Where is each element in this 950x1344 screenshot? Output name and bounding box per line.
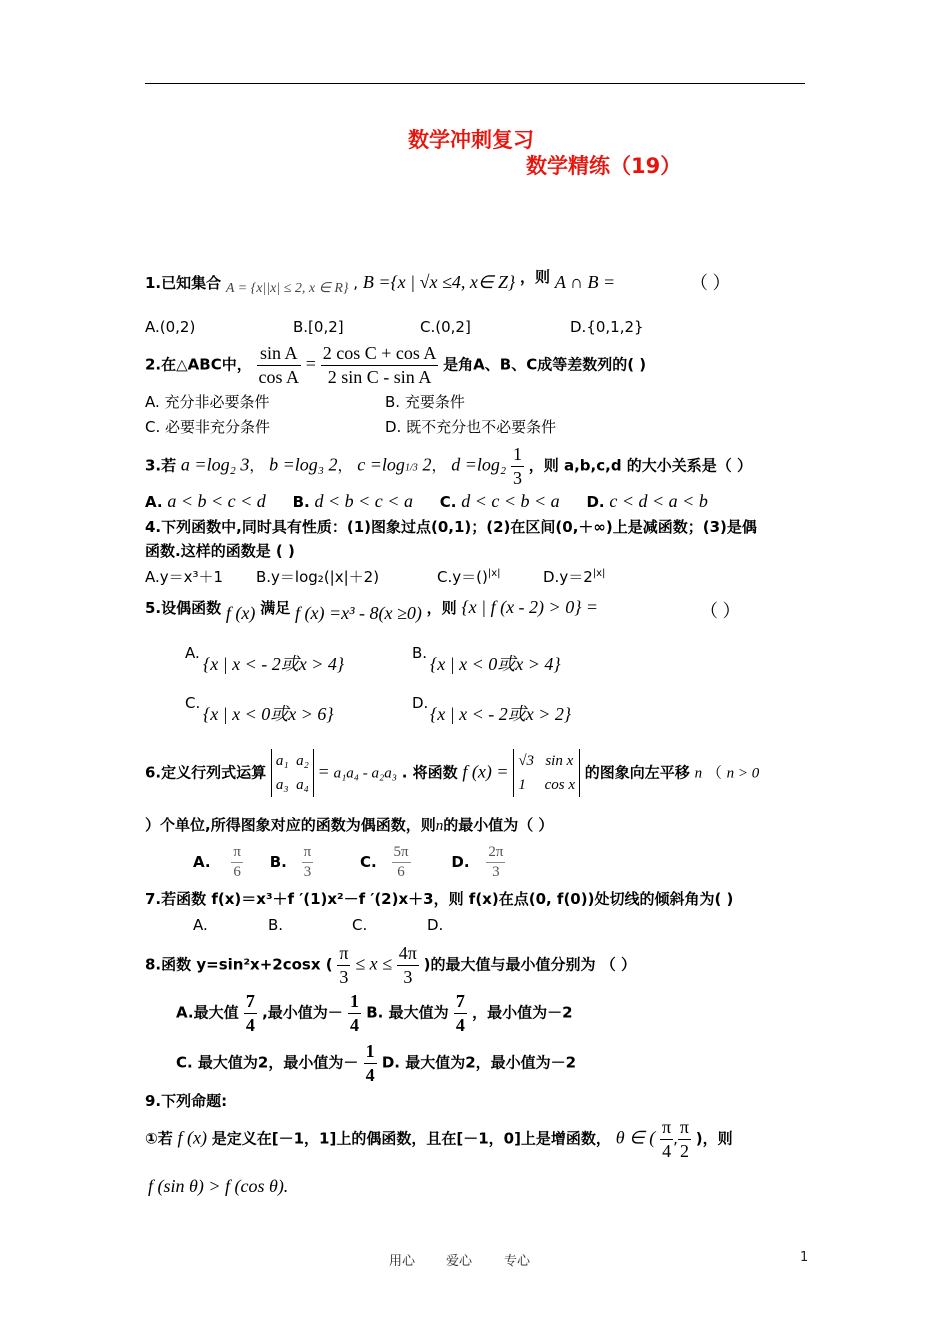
q4-opt-b: B.y＝log₂(|x|＋2) — [256, 568, 380, 586]
q1-opt-a: A.(0,2) — [145, 318, 196, 336]
footer-b: 爱心 — [446, 1254, 473, 1269]
q2-opt-c: C. 必要非充分条件 — [145, 418, 271, 436]
page-title: 数学冲刺复习 — [408, 128, 534, 152]
q9-stem: 9.下列命题: — [145, 1092, 228, 1110]
q2-opt-a: A. 充分非必要条件 — [145, 393, 270, 411]
footer-a: 用心 — [389, 1254, 416, 1269]
q7-stem: 7.若函数 f(x)＝x³＋f ′(1)x²－f ′(2)x＋3，则 f(x)在点(0, f(0))处切线的倾斜角为( ) — [145, 890, 734, 908]
q2-lhs: $\frac{\text{sin A}}{\text{cos A}}$ — [258, 343, 300, 387]
q8-opts-cd: C. 最大值为2，最小值为－ $\frac{1}{4}$ D. 最大值为2，最小值为－2 — [176, 1041, 577, 1085]
q3-d: d =log₂ — [451, 454, 507, 475]
q1-opt-c: C.(0,2] — [420, 318, 471, 336]
q5-opt-c: {x | x < 0或x > 6} — [203, 704, 334, 724]
q5-opt-a-label: A. — [185, 644, 200, 662]
q1-opt-b: B.[0,2] — [293, 318, 344, 336]
page-number: 1 — [800, 1250, 809, 1265]
q5-opt-c-label: C. — [185, 694, 201, 712]
q3-c: c =log — [357, 454, 405, 475]
q3-b: b =log₃ 2 — [269, 454, 338, 475]
q2-line: 2.在△ABC中， $\frac{\text{sin A}}{\text{cos A}}$ = $\frac{\text{2 cos C + cos A}}{\text{2 sin C - sin A}}$ 是角A、B、C成等差数列的( ) — [145, 343, 647, 387]
q1-set-a: A = {x||x| ≤ 2, x ∈ R} — [225, 281, 349, 296]
q1-paren: （ ） — [690, 273, 731, 293]
q2-opt-b: B. 充要条件 — [385, 393, 465, 411]
q1-then: ，则 — [520, 268, 551, 286]
q6-det: a₁ a₂ a₃ a₄ — [271, 749, 314, 797]
q6-opts: A. $\frac{\pi}{6}$ B. $\frac{\pi}{3}$ C. $\frac{5\pi}{6}$ D. $\frac{2\pi}{3}$ — [193, 844, 504, 880]
q3-stem: 3.若 — [145, 456, 177, 475]
q3-a: a =log₂ 3 — [180, 454, 250, 475]
q9-p1-line2: f (sin θ) > f (cos θ). — [148, 1176, 289, 1196]
q2-opt-d: D. 既不充分也不必要条件 — [385, 418, 557, 436]
q4-opt-a: A.y＝x³＋1 — [145, 568, 224, 586]
q6-fdet: √3 sin x 1 cos x — [513, 749, 580, 797]
q4-line1: 4.下列函数中,同时具有性质：(1)图象过点(0,1)；(2)在区间(0,＋∞)上是减函数；(3)是偶 — [145, 518, 757, 536]
q4-line2: 函数.这样的函数是 ( ) — [145, 542, 295, 560]
q5-line: 5.设偶函数 f (x) 满足 f (x) =x³ - 8(x ≥0) ，则 {x | f (x - 2) > 0} = — [145, 597, 599, 623]
q3-line: 3.若 a =log₂ 3， b =log₃ 2， c =log1/3 2， d =log₂ $\frac{1}{3}$ ，则 a,b,c,d 的大小关系是（ ） — [145, 444, 753, 488]
q2-rhs: $\frac{\text{2 cos C + cos A}}{\text{2 sin C - sin A}}$ — [322, 343, 437, 387]
q5-opt-a: {x | x < - 2或x > 4} — [203, 654, 345, 674]
q7-opt-b: B. — [268, 916, 284, 934]
footer-c: 专心 — [504, 1254, 531, 1269]
q8-opts-ab: A.最大值 $\frac{7}{4}$ ,最小值为－ $\frac{1}{4}$ B. 最大值为 $\frac{7}{4}$ ，最小值为－2 — [176, 991, 573, 1035]
q8-line: 8.函数 y=sin²x+2cosx ( $\frac{\pi}{3}$ ≤ x ≤ $\frac{4\pi}{3}$ )的最大值与最小值分别为 （ ） — [145, 943, 636, 987]
q1-stem: 1.已知集合 — [145, 274, 222, 292]
q1-opt-d: D.{0,1,2} — [570, 318, 644, 336]
q5-opt-b: {x | x < 0或x > 4} — [430, 654, 561, 674]
q1-set-b: B ={x | √x ≤4, x∈ Z} — [362, 272, 516, 292]
q4-opt-c: C.y＝()$^{|x|}$ — [437, 568, 501, 586]
q1-expr: A ∩ B = — [554, 272, 616, 292]
header-rule — [145, 83, 805, 84]
q3-d-frac: $\frac{1}{3}$ — [512, 444, 522, 488]
q2-stem: 2.在△ABC中， — [145, 355, 252, 374]
q4-opt-d: $D.y=2^{|x|}$ — [543, 568, 606, 586]
q5-paren: （ ） — [700, 601, 741, 621]
q7-opt-d: D. — [427, 916, 444, 934]
page-subtitle: 数学精练（19） — [526, 154, 682, 178]
q6-line: 6.定义行列式运算 a₁ a₂ a₃ a₄ = a₁a₄ - a₂a₃ . 将函数 f (x) = √3 sin x 1 cos x 的图象向左平移 n （ n > 0 — [145, 749, 759, 797]
q7-opt-a: A. — [193, 916, 208, 934]
q3-tail: ，则 a,b,c,d 的大小关系是（ ） — [528, 456, 753, 475]
q3-opts: A. a < b < c < d B. d < b < c < a C. d < c < b < a D. c < d < a < b — [145, 491, 708, 511]
q2-tail: 是角A、B、C成等差数列的( ) — [443, 355, 647, 374]
q6-line2: ）个单位,所得图象对应的函数为偶函数，则n的最小值为（ ） — [145, 816, 554, 834]
q1-line: 1.已知集合 A = {x||x| ≤ 2, x ∈ R} , B ={x | √x ≤4, x∈ Z} ，则 A ∩ B = — [145, 268, 616, 296]
q5-opt-b-label: B. — [412, 644, 428, 662]
q7-opt-c: C. — [352, 916, 368, 934]
q9-p1: ①若 f (x) 是定义在[－1，1]上的偶函数，且在[－1，0]上是增函数， θ ∈ ( $\frac{\pi}{4}$ , $\frac{\pi}{2}$ )，则 — [145, 1117, 733, 1161]
q5-opt-d-label: D. — [412, 694, 429, 712]
q5-opt-d: {x | x < - 2或x > 2} — [430, 704, 572, 724]
